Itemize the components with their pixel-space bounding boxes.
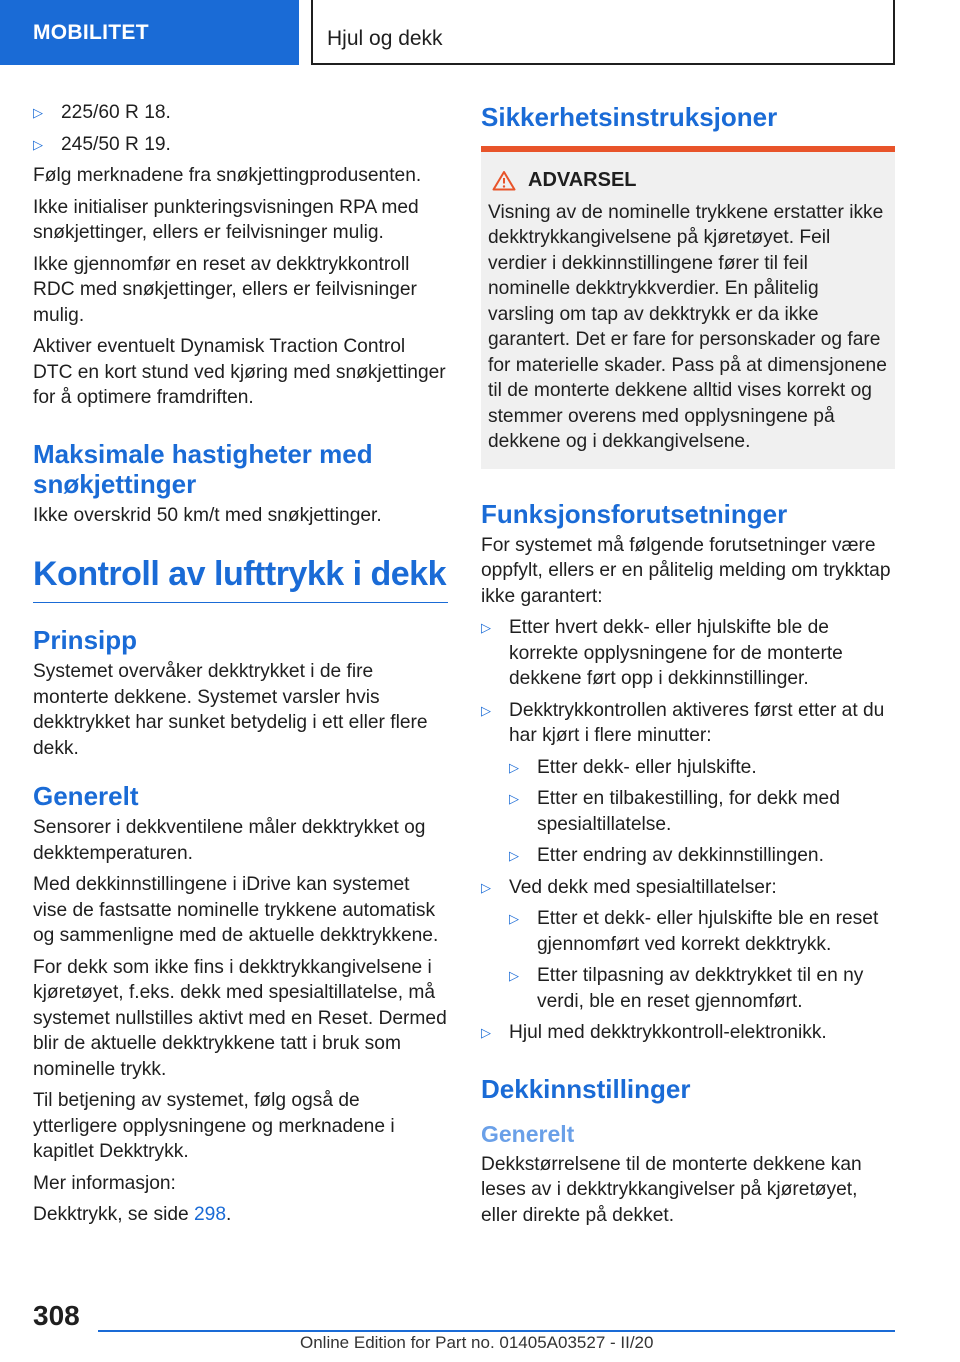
paragraph: For systemet må følgende forutsetninger være oppfylt, ellers er en pålitelig melding om trykktap ikke garantert: bbox=[481, 534, 891, 607]
func-heading: Funksjonsforutsetninger bbox=[481, 498, 788, 529]
left-column bbox=[33, 100, 448, 1234]
warning-text: Visning av de nominelle trykkene erstatter ikke dekktrykkangivelsene på kjøretøyet. Feil verdier i dekkinnstillingene fører til feil nominelle dekktrykkverdier. En pålitelig varsling om tap av dekktrykk er da ikke garantert. Det er fare for personskader og fare for materielle skader. Pass på at dimensjonene til de monterte dekkene alltid vises korrekt og stemmer overens med opplysningene på dekkene og i dekkangivelsene. bbox=[488, 201, 887, 452]
settings-heading: Dekkinnstillinger bbox=[481, 1073, 691, 1104]
reference: Dekktrykk, se side 298. bbox=[33, 1204, 232, 1225]
page-number: 308 bbox=[33, 1300, 80, 1331]
footer-edition: Online Edition for Part no. 01405A03527 - II/20 bbox=[300, 1333, 654, 1352]
safety-heading: Sikkerhetsinstruksjoner bbox=[481, 102, 778, 132]
list-item: ▷ Hjul med dekktrykkontroll-elektronikk. bbox=[481, 1020, 895, 1046]
list-item: ▷ Etter et dekk- eller hjulskifte ble en reset gjennomført ved korrekt dekktrykk. bbox=[509, 906, 895, 957]
list-item: ▷ Dekktrykkontrollen aktiveres først etter at du har kjørt i flere minutter: bbox=[481, 698, 895, 749]
paragraph: Ikke gjennomfør en reset av dekktrykkontroll RDC med snøkjettinger, ellers er feilvisninger mulig. bbox=[33, 253, 417, 326]
paragraph: Sensorer i dekkventilene måler dekktrykket og dekktemperaturen. bbox=[33, 817, 426, 864]
bullet-arrow-icon: ▷ bbox=[509, 911, 519, 926]
bullet-arrow-icon: ▷ bbox=[481, 702, 491, 718]
chapter-label: Hjul og dekk bbox=[327, 27, 443, 50]
list-item: ▷ Ved dekk med spesialtillatelser: bbox=[481, 875, 895, 901]
settings-subheading: Generelt bbox=[481, 1120, 575, 1147]
paragraph: Ikke overskrid 50 km/t med snøkjettinger. bbox=[33, 504, 382, 526]
bullet-arrow-icon: ▷ bbox=[33, 136, 43, 152]
paragraph: Mer informasjon: bbox=[33, 1172, 176, 1194]
paragraph: Med dekkinnstillingene i iDrive kan systemet vise de fastsatte nominelle trykkene automatisk og sammenligne med de aktuelle dekktrykkene. bbox=[33, 874, 439, 946]
speed-heading: Maksimale hastigheter med snøkjettinger bbox=[33, 438, 373, 499]
list-item: ▷ Etter hvert dekk- eller hjulskifte ble de korrekte opplysningene for de monterte dekkene ført opp i dekkinnstillinger. bbox=[481, 615, 895, 692]
paragraph: Dekkstørrelsene til de monterte dekkene kan leses av i dekktrykkangivelser på kjøretøyet, eller direkte på dekket. bbox=[481, 1153, 862, 1226]
bullet-arrow-icon: ▷ bbox=[509, 791, 519, 806]
paragraph: Systemet overvåker dekktrykket i de fire monterte dekkene. Systemet varsler hvis dekktrykket har sunket betydelig i ett eller flere dekk. bbox=[33, 661, 428, 759]
paragraph: For dekk som ikke fins i dekktrykkangivelsene i kjøretøyet, f.eks. dekk med spesialtillatelse, må systemet nullstilles aktivt med en Reset. Dermed blir de aktuelle dekktrykkene tatt i bruk som nominelle trykk. bbox=[33, 956, 447, 1080]
bullet-arrow-icon: ▷ bbox=[509, 968, 519, 983]
page-link[interactable]: 298 bbox=[194, 1204, 227, 1225]
bullet-arrow-icon: ▷ bbox=[481, 620, 491, 635]
bullet-arrow-icon: ▷ bbox=[481, 1025, 491, 1040]
section-label: MOBILITET bbox=[33, 20, 149, 44]
warning-box bbox=[481, 146, 895, 469]
general-heading: Generelt bbox=[33, 781, 139, 811]
principle-heading: Prinsipp bbox=[33, 625, 138, 655]
bullet-arrow-icon: ▷ bbox=[481, 879, 491, 895]
list-item: ▷ Etter tilpasning av dekktrykket til en ny verdi, ble en reset gjennomført. bbox=[509, 963, 895, 1014]
paragraph: Følg merknadene fra snøkjettingprodusenten. bbox=[33, 165, 422, 186]
section-tab bbox=[0, 0, 299, 65]
chapter-title bbox=[311, 0, 895, 65]
bullet-arrow-icon: ▷ bbox=[509, 848, 519, 863]
bullet-arrow-icon: ▷ bbox=[509, 759, 519, 775]
paragraph: Til betjening av systemet, følg også de ytterligere opplysningene og merknadene i kapitlet Dekktrykk. bbox=[33, 1090, 395, 1162]
list-item: ▷ Etter endring av dekkinnstillingen. bbox=[509, 843, 895, 869]
list-item: ▷ 245/50 R 19. bbox=[33, 132, 448, 158]
warning-triangle-icon bbox=[492, 170, 516, 191]
list-item: ▷ Etter en tilbakestilling, for dekk med spesialtillatelse. bbox=[509, 786, 895, 837]
paragraph: Ikke initialiser punkteringsvisningen RPA med snøkjettinger, ellers er feilvisninger mulig. bbox=[33, 196, 419, 243]
main-heading: Kontroll av lufttrykk i dekk bbox=[33, 554, 448, 603]
list-item: ▷ 225/60 R 18. bbox=[33, 100, 448, 126]
footer-divider bbox=[98, 1330, 895, 1332]
bullet-arrow-icon: ▷ bbox=[33, 105, 43, 120]
right-column bbox=[481, 100, 895, 1234]
warning-title: ADVARSEL bbox=[488, 168, 887, 194]
paragraph: Aktiver eventuelt Dynamisk Traction Control DTC en kort stund ved kjøring med snøkjettinger for å optimere framdriften. bbox=[33, 336, 446, 408]
list-item: ▷ Etter dekk- eller hjulskifte. bbox=[509, 755, 895, 781]
